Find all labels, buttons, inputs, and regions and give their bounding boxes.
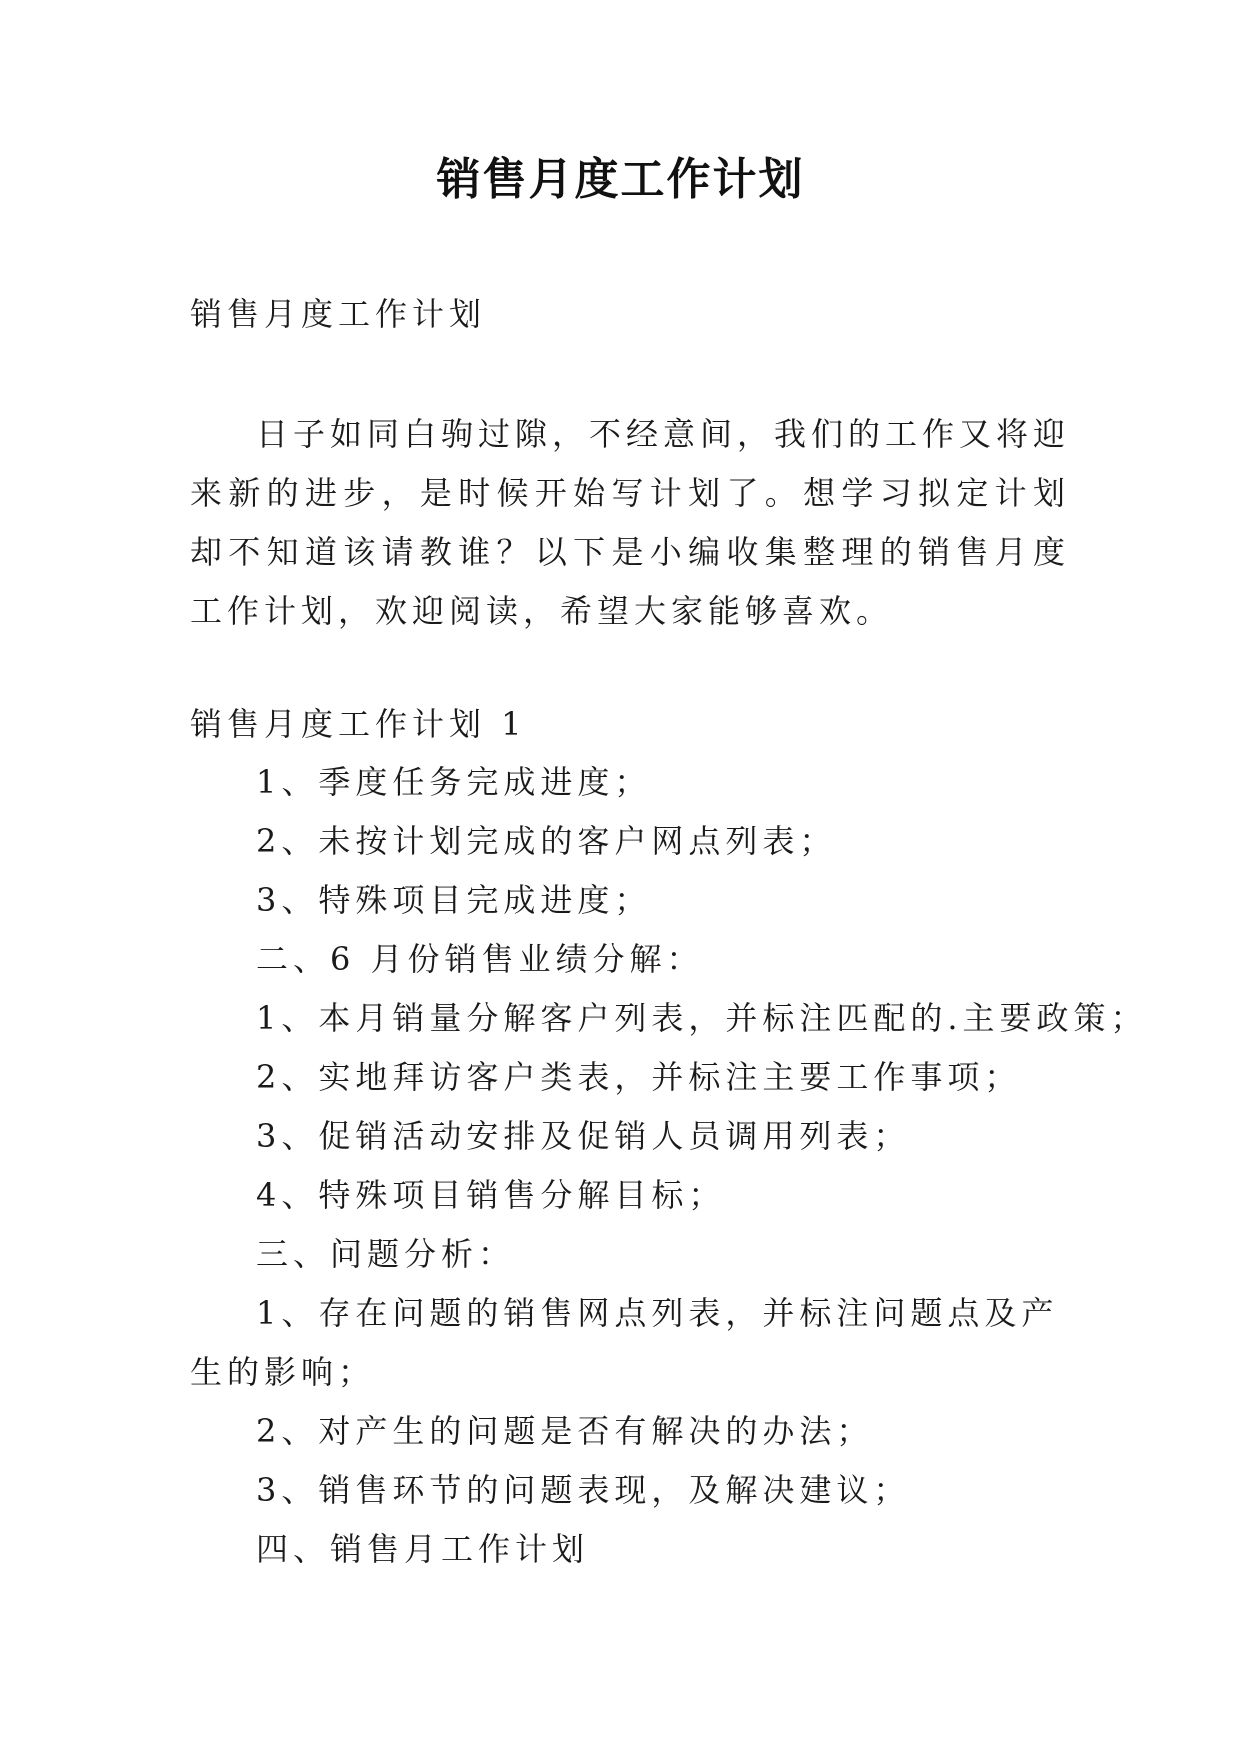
plan-item: 1、季度任务完成进度； <box>256 763 652 801</box>
plan-section-heading: 二、6 月份销售业绩分解： <box>256 940 704 978</box>
plan-item: 3、销售环节的问题表现，及解决建议； <box>256 1471 911 1509</box>
plan-item: 1、存在问题的销售网点列表，并标注问题点及产生的影响； <box>190 1294 1059 1391</box>
section-heading: 销售月度工作计划 1 <box>190 705 527 743</box>
document-title: 销售月度工作计划 <box>436 154 805 205</box>
plan-item: 3、促销活动安排及促销人员调用列表； <box>256 1117 911 1155</box>
plan-item: 3、特殊项目完成进度； <box>256 881 652 919</box>
intro-paragraph: 日子如同白驹过隙，不经意间，我们的工作又将迎来新的进步，是时候开始写计划了。想学习拟定计划却不知道该请教谁？以下是小编收集整理的销售月度工作计划，欢迎阅读，希望大家能够喜欢。 <box>190 415 1071 630</box>
plan-section-heading: 三、问题分析： <box>256 1235 516 1273</box>
plan-item: 2、对产生的问题是否有解决的办法； <box>256 1412 874 1450</box>
plan-item: 2、实地拜访客户类表，并标注主要工作事项； <box>256 1058 1022 1096</box>
plan-section-heading: 四、销售月工作计划 <box>256 1530 590 1568</box>
document-subtitle: 销售月度工作计划 <box>190 295 487 333</box>
plan-item-list <box>190 753 1148 1579</box>
plan-item: 2、未按计划完成的客户网点列表； <box>256 822 837 860</box>
plan-item: 4、特殊项目销售分解目标； <box>256 1176 726 1214</box>
plan-item: 1、本月销量分解客户列表，并标注匹配的.主要政策； <box>256 999 1148 1037</box>
